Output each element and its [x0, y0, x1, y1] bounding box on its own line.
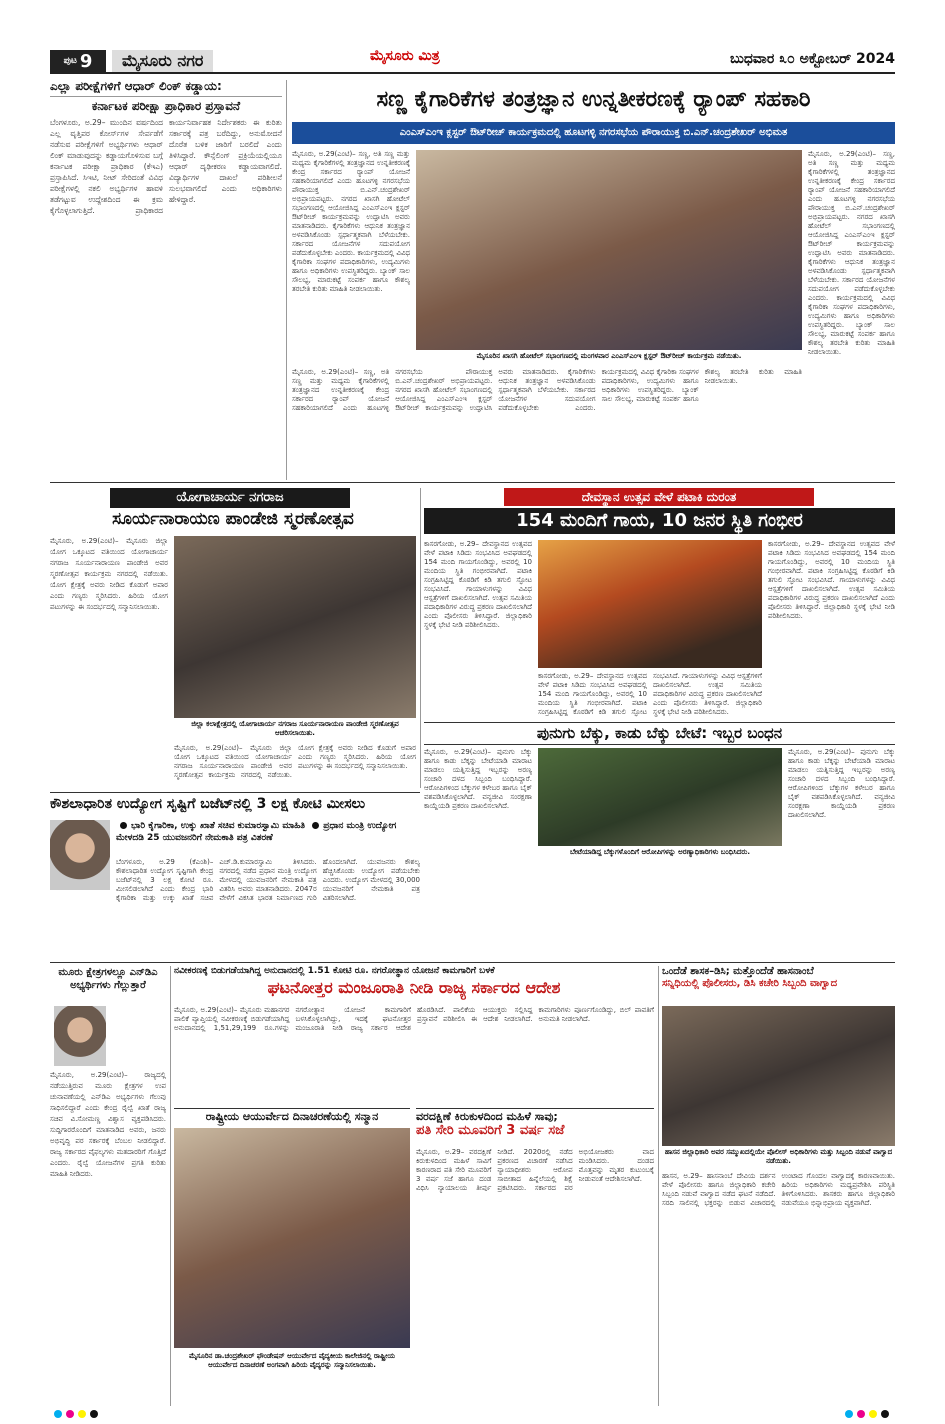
- yoga-body-bottom: ಮೈಸೂರು, ಅ.29(ಎಂಟಿ)– ಮೈಸೂರು ಜಿಲ್ಲಾ ಯೋಗ ಒಕ್ಕೂಟದ ವತಿಯಿಂದ ಯೋಗಾಚಾರ್ಯ ನಗರಾಜ ಸೂರ್ಯನಾರಾಯಣ ಪಾಂಡೇಜಿ ಅವರ ಸ್ಮರಣೋತ್ಸವ ಕಾರ್ಯಕ್ರಮ ನಗರದಲ್ಲಿ ನಡೆಯಿತು. ಯೋಗ ಕ್ಷೇತ್ರಕ್ಕೆ ಅವರು ನೀಡಿದ ಕೊಡುಗೆ ಅಪಾರ ಎಂದು ಗಣ್ಯರು ಸ್ಮರಿಸಿದರು. ಹಿರಿಯ ಯೋಗ ಪಟುಗಳನ್ನು ಈ ಸಂದರ್ಭದಲ್ಲಿ ಸನ್ಮಾನಿಸಲಾಯಿತು.: [174, 744, 416, 779]
- article-police: [662, 966, 895, 1406]
- fireworks-headline: 154 ಮಂದಿಗೆ ಗಾಯ, 10 ಜನರ ಸ್ಥಿತಿ ಗಂಭೀರ: [424, 508, 895, 534]
- police-photo: [662, 1006, 895, 1146]
- page-prefix: ಪುಟ: [63, 56, 77, 66]
- fireworks-body-left: ಕಾಸರಗೋಡು, ಅ.29– ದೇವಸ್ಥಾನದ ಉತ್ಸವದ ವೇಳೆ ಪಟಾಕಿ ಸಿಡಿದು ಸಂಭವಿಸಿದ ಅವಘಡದಲ್ಲಿ 154 ಮಂದಿ ಗಾಯಗೊಂಡಿದ್ದು, ಅವರಲ್ಲಿ 10 ಮಂದಿಯ ಸ್ಥಿತಿ ಗಂಭೀರವಾಗಿದೆ. ಪಟಾಕಿ ಸಂಗ್ರಹಿಸಿಟ್ಟಿದ್ದ ಕೊಠಡಿಗೆ ಕಿಡಿ ತಗುಲಿ ಸ್ಫೋಟ ಸಂಭವಿಸಿದೆ. ಗಾಯಾಳುಗಳನ್ನು ವಿವಿಧ ಆಸ್ಪತ್ರೆಗಳಿಗೆ ದಾಖಲಿಸಲಾಗಿದೆ. ಉತ್ಸವ ಸಮಿತಿಯ ಪದಾಧಿಕಾರಿಗಳ ವಿರುದ್ಧ ಪ್ರಕರಣ ದಾಖಲಿಸಲಾಗಿದೆ ಎಂದು ಪೊಲೀಸರು ತಿಳಿಸಿದ್ದಾರೆ. ಜಿಲ್ಲಾಧಿಕಾರಿ ಸ್ಥಳಕ್ಕೆ ಭೇಟಿ ನೀಡಿ ಪರಿಶೀಲಿಸಿದರು.: [424, 540, 532, 629]
- budget-subhead-2: ಪ್ರಧಾನ ಮಂತ್ರಿ ಉದ್ಯೋಗ ಮೇಳದಡಿ 25 ಯುವಜನರಿಗೆ ನೇಮಕಾತಿ ಪತ್ರ ವಿತರಣೆ: [116, 821, 397, 843]
- date-line: ಬುಧವಾರ ೩೦ ಅಕ್ಟೋಬರ್ 2024: [729, 51, 895, 67]
- registration-mark-cyan: [845, 1410, 853, 1418]
- registration-mark-yellow: [869, 1410, 877, 1418]
- police-headline: ಸನ್ನಿಧಿಯಲ್ಲಿ ಪೊಲೀಸರು, ಡಿಸಿ ಕಚೇರಿ ಸಿಬ್ಬಂದಿ ವಾಗ್ವಾದ: [662, 977, 838, 989]
- article-dowry: [416, 1108, 654, 1406]
- article-civet: [424, 722, 895, 860]
- article-ramp: [292, 80, 895, 480]
- registration-mark-black: [881, 1410, 889, 1418]
- article-renovation: [174, 966, 654, 1104]
- police-caption: ಹಾಸನ ಜಿಲ್ಲಾಧಿಕಾರಿ ಅವರ ಸಮ್ಮುಖದಲ್ಲಿಯೇ ಪೊಲೀಸ್ ಅಧಿಕಾರಿಗಳು ಮತ್ತು ಸಿಬ್ಬಂದಿ ನಡುವೆ ವಾಗ್ವಾದ ನಡೆಯಿತು.: [664, 1148, 893, 1165]
- nda-body: ಮೈಸೂರು, ಅ.29(ಎಂಟಿ)– ರಾಜ್ಯದಲ್ಲಿ ನಡೆಯುತ್ತಿರುವ ಮೂರು ಕ್ಷೇತ್ರಗಳ ಉಪ ಚುನಾವಣೆಯಲ್ಲಿ ಎನ್‌ಡಿಎ ಅಭ್ಯರ್ಥಿಗಳು ಗೆಲುವು ಸಾಧಿಸಲಿದ್ದಾರೆ ಎಂದು ಕೇಂದ್ರ ರೈಲ್ವೆ ಖಾತೆ ರಾಜ್ಯ ಸಚಿವ ವಿ.ಸೋಮಣ್ಣ ವಿಶ್ವಾಸ ವ್ಯಕ್ತಪಡಿಸಿದರು. ಸುದ್ದಿಗಾರರೊಂದಿಗೆ ಮಾತನಾಡಿದ ಅವರು, ಜನರು ಅಭಿವೃದ್ಧಿ ಪರ ಸರ್ಕಾರಕ್ಕೆ ಬೆಂಬಲ ನೀಡಲಿದ್ದಾರೆ. ರಾಜ್ಯ ಸರ್ಕಾರದ ವೈಫಲ್ಯಗಳು ಮತದಾರರಿಗೆ ಗೊತ್ತಿದೆ ಎಂದರು. ರೈಲ್ವೆ ಯೋಜನೆಗಳ ಪ್ರಗತಿ ಕುರಿತು ಮಾಹಿತಿ ನೀಡಿದರು.: [50, 1071, 166, 1178]
- police-kicker: ಒಂದೆಡೆ ಶಾಸಕ–ಡಿಸಿ; ಮತ್ತೊಂದೆಡೆ ಹಾಸನಾಂಬೆ: [662, 966, 814, 977]
- section-name: ಮೈಸೂರು ನಗರ: [112, 50, 213, 72]
- ramp-subhead: ಎಂಎಸ್‌ಎಂಇ ಕ್ಲಸ್ಟರ್ ಔಟ್‌ರೀಚ್ ಕಾರ್ಯಕ್ರಮದಲ್ಲಿ ಹೂಟಗಳ್ಳಿ ನಗರಸಭೆಯ ಪೌರಾಯುಕ್ತ ಬಿ.ಎನ್.ಚಂದ್ರಶೇಖರ್ ಅಭಿಮತ: [292, 122, 895, 144]
- article-yoga: [50, 488, 416, 788]
- ramp-body-left: ಮೈಸೂರು, ಅ.29(ಎಂಟಿ)– ಸಣ್ಣ, ಅತಿ ಸಣ್ಣ ಮತ್ತು ಮಧ್ಯಮ ಕೈಗಾರಿಕೆಗಳಲ್ಲಿ ತಂತ್ರಜ್ಞಾನದ ಉನ್ನತೀಕರಣಕ್ಕೆ ಕೇಂದ್ರ ಸರ್ಕಾರದ ರ್‍ಯಾಂಪ್ ಯೋಜನೆ ಸಹಕಾರಿಯಾಗಲಿದೆ ಎಂದು ಹೂಟಗಳ್ಳಿ ನಗರಸಭೆಯ ಪೌರಾಯುಕ್ತ ಬಿ.ಎನ್.ಚಂದ್ರಶೇಖರ್ ಅಭಿಪ್ರಾಯಪಟ್ಟರು. ನಗರದ ಖಾಸಗಿ ಹೋಟೆಲ್ ಸಭಾಂಗಣದಲ್ಲಿ ಆಯೋಜಿಸಿದ್ದ ಎಂಎಸ್‌ಎಂಇ ಕ್ಲಸ್ಟರ್ ಔಟ್‌ರೀಚ್ ಕಾರ್ಯಕ್ರಮವನ್ನು ಉದ್ಘಾಟಿಸಿ ಅವರು ಮಾತನಾಡಿದರು. ಕೈಗಾರಿಕೆಗಳು ಆಧುನಿಕ ತಂತ್ರಜ್ಞಾನ ಅಳವಡಿಸಿಕೊಂಡು ಸ್ಪರ್ಧಾತ್ಮಕವಾಗಿ ಬೆಳೆಯಬೇಕು. ಸರ್ಕಾರದ ಯೋಜನೆಗಳ ಸದುಪಯೋಗ ಪಡೆದುಕೊಳ್ಳಬೇಕು ಎಂದರು. ಕಾರ್ಯಕ್ರಮದಲ್ಲಿ ವಿವಿಧ ಕೈಗಾರಿಕಾ ಸಂಘಗಳ ಪದಾಧಿಕಾರಿಗಳು, ಉದ್ಯಮಿಗಳು ಹಾಗೂ ಅಧಿಕಾರಿಗಳು ಉಪಸ್ಥಿತರಿದ್ದರು. ಬ್ಯಾಂಕ್ ಸಾಲ ಸೌಲಭ್ಯ, ಮಾರುಕಟ್ಟೆ ಸಂಪರ್ಕ ಹಾಗೂ ಕೌಶಲ್ಯ ತರಬೇತಿ ಕುರಿತು ಮಾಹಿತಿ ನೀಡಲಾಯಿತು.: [292, 150, 410, 293]
- yoga-body: ಮೈಸೂರು, ಅ.29(ಎಂಟಿ)– ಮೈಸೂರು ಜಿಲ್ಲಾ ಯೋಗ ಒಕ್ಕೂಟದ ವತಿಯಿಂದ ಯೋಗಾಚಾರ್ಯ ನಗರಾಜ ಸೂರ್ಯನಾರಾಯಣ ಪಾಂಡೇಜಿ ಅವರ ಸ್ಮರಣೋತ್ಸವ ಕಾರ್ಯಕ್ರಮ ನಗರದಲ್ಲಿ ನಡೆಯಿತು. ಯೋಗ ಕ್ಷೇತ್ರಕ್ಕೆ ಅವರು ನೀಡಿದ ಕೊಡುಗೆ ಅಪಾರ ಎಂದು ಗಣ್ಯರು ಸ್ಮರಿಸಿದರು. ಹಿರಿಯ ಯೋಗ ಪಟುಗಳನ್ನು ಈ ಸಂದರ್ಭದಲ್ಲಿ ಸನ್ಮಾನಿಸಲಾಯಿತು.: [50, 537, 168, 611]
- budget-subhead-1: ಭಾರಿ ಕೈಗಾರಿಕಾ, ಉಕ್ಕು ಖಾತೆ ಸಚಿವ ಕುಮಾರಸ್ವಾಮಿ ಮಾಹಿತಿ: [131, 821, 306, 831]
- fireworks-photo: [538, 540, 762, 668]
- masthead: [50, 48, 895, 74]
- police-body: ಹಾಸನ, ಅ.29– ಹಾಸನಾಂಬೆ ದೇವಿಯ ದರ್ಶನ ವೇಳೆ ಪೊಲೀಸರು ಹಾಗೂ ಜಿಲ್ಲಾಧಿಕಾರಿ ಕಚೇರಿ ಸಿಬ್ಬಂದಿ ನಡುವೆ ವಾಗ್ವಾದ ನಡೆದ ಘಟನೆ ನಡೆದಿದೆ. ಸರದಿ ಸಾಲಿನಲ್ಲಿ ಭಕ್ತರನ್ನು ಬಿಡುವ ವಿಚಾರದಲ್ಲಿ ಉಂಟಾದ ಗೊಂದಲ ವಾಗ್ವಾದಕ್ಕೆ ಕಾರಣವಾಯಿತು. ಹಿರಿಯ ಅಧಿಕಾರಿಗಳು ಮಧ್ಯಪ್ರವೇಶಿಸಿ ಪರಿಸ್ಥಿತಿ ತಿಳಿಗೊಳಿಸಿದರು. ಶಾಸಕರು ಹಾಗೂ ಜಿಲ್ಲಾಧಿಕಾರಿ ನಡುವೆಯೂ ಭಿನ್ನಾಭಿಪ್ರಾಯ ವ್ಯಕ್ತವಾಗಿದೆ.: [662, 1172, 895, 1207]
- renovation-kicker: ನವೀಕರಣಕ್ಕೆ ಬಿಡುಗಡೆಯಾಗಿದ್ದ ಅನುದಾನದಲ್ಲಿ 1.51 ಕೋಟಿ ರೂ. ನಗರೋತ್ಥಾನ ಯೋಜನೆ ಕಾಮಗಾರಿಗೆ ಬಳಕೆ: [174, 966, 495, 976]
- fireworks-body-mid: ಕಾಸರಗೋಡು, ಅ.29– ದೇವಸ್ಥಾನದ ಉತ್ಸವದ ವೇಳೆ ಪಟಾಕಿ ಸಿಡಿದು ಸಂಭವಿಸಿದ ಅವಘಡದಲ್ಲಿ 154 ಮಂದಿ ಗಾಯಗೊಂಡಿದ್ದು, ಅವರಲ್ಲಿ 10 ಮಂದಿಯ ಸ್ಥಿತಿ ಗಂಭೀರವಾಗಿದೆ. ಪಟಾಕಿ ಸಂಗ್ರಹಿಸಿಟ್ಟಿದ್ದ ಕೊಠಡಿಗೆ ಕಿಡಿ ತಗುಲಿ ಸ್ಫೋಟ ಸಂಭವಿಸಿದೆ. ಗಾಯಾಳುಗಳನ್ನು ವಿವಿಧ ಆಸ್ಪತ್ರೆಗಳಿಗೆ ದಾಖಲಿಸಲಾಗಿದೆ. ಉತ್ಸವ ಸಮಿತಿಯ ಪದಾಧಿಕಾರಿಗಳ ವಿರುದ್ಧ ಪ್ರಕರಣ ದಾಖಲಿಸಲಾಗಿದೆ ಎಂದು ಪೊಲೀಸರು ತಿಳಿಸಿದ್ದಾರೆ. ಜಿಲ್ಲಾಧಿಕಾರಿ ಸ್ಥಳಕ್ಕೆ ಭೇಟಿ ನೀಡಿ ಪರಿಶೀಲಿಸಿದರು.: [538, 672, 762, 716]
- paper-name: ಮೈಸೂರು ಮಿತ್ರ: [370, 48, 440, 64]
- civet-headline: ಪುನುಗು ಬೆಕ್ಕು, ಕಾಡು ಬೆಕ್ಕು ಬೇಟೆ: ಇಬ್ಬರ ಬಂಧನ: [424, 722, 895, 745]
- budget-body: ಬೆಂಗಳೂರು, ಅ.29 (ಕೆಎಂಶಿ)– ಕೌಶಲಾಧಾರಿತ ಉದ್ಯೋಗ ಸೃಷ್ಟಿಗಾಗಿ ಕೇಂದ್ರ ಬಜೆಟ್‌ನಲ್ಲಿ 3 ಲಕ್ಷ ಕೋಟಿ ರೂ. ಮೀಸಲಿಡಲಾಗಿದೆ ಎಂದು ಕೇಂದ್ರ ಭಾರಿ ಕೈಗಾರಿಕಾ ಮತ್ತು ಉಕ್ಕು ಖಾತೆ ಸಚಿವ ಎಚ್.ಡಿ.ಕುಮಾರಸ್ವಾಮಿ ತಿಳಿಸಿದರು. ನಗರದಲ್ಲಿ ನಡೆದ ಪ್ರಧಾನ ಮಂತ್ರಿ ಉದ್ಯೋಗ ಮೇಳದಲ್ಲಿ ಯುವಜನರಿಗೆ ನೇಮಕಾತಿ ಪತ್ರ ವಿತರಿಸಿ ಅವರು ಮಾತನಾಡಿದರು. 2047ರ ವೇಳೆಗೆ ವಿಕಸಿತ ಭಾರತ ನಿರ್ಮಾಣದ ಗುರಿ ಹೊಂದಲಾಗಿದೆ. ಯುವಜನರು ಕೌಶಲ್ಯ ಹೆಚ್ಚಿಸಿಕೊಂಡು ಉದ್ಯೋಗ ಪಡೆಯಬೇಕು ಎಂದರು. ಉದ್ಯೋಗ ಮೇಳದಲ್ಲಿ 30,000 ಯುವಜನರಿಗೆ ನೇಮಕಾತಿ ಪತ್ರ ವಿತರಿಸಲಾಗಿದೆ.: [116, 858, 420, 902]
- ayurveda-headline: ರಾಷ್ಟ್ರೀಯ ಆಯುರ್ವೇದ ದಿನಾಚರಣೆಯಲ್ಲಿ ಸನ್ಮಾನ: [174, 1108, 410, 1124]
- civet-body-right: ಮೈಸೂರು, ಅ.29(ಎಂಟಿ)– ಪುನುಗು ಬೆಕ್ಕು ಹಾಗೂ ಕಾಡು ಬೆಕ್ಕನ್ನು ಬೇಟೆಯಾಡಿ ಮಾರಾಟ ಮಾಡಲು ಯತ್ನಿಸುತ್ತಿದ್ದ ಇಬ್ಬರನ್ನು ಅರಣ್ಯ ಸಂಚಾರಿ ದಳದ ಸಿಬ್ಬಂದಿ ಬಂಧಿಸಿದ್ದಾರೆ. ಆರೋಪಿಗಳಿಂದ ಬೆಕ್ಕುಗಳ ಕಳೇಬರ ಹಾಗೂ ಬೈಕ್ ವಶಪಡಿಸಿಕೊಳ್ಳಲಾಗಿದೆ. ವನ್ಯಜೀವಿ ಸಂರಕ್ಷಣಾ ಕಾಯ್ದೆಯಡಿ ಪ್ರಕರಣ ದಾಖಲಿಸಲಾಗಿದೆ.: [788, 748, 895, 819]
- renovation-body: ಮೈಸೂರು, ಅ.29(ಎಂಟಿ)– ಮೈಸೂರು ಮಹಾನಗರ ಪಾಲಿಕೆ ವ್ಯಾಪ್ತಿಯಲ್ಲಿ ನವೀಕರಣಕ್ಕೆ ಬಿಡುಗಡೆಯಾಗಿದ್ದ ಅನುದಾನದಲ್ಲಿ 1,51,29,199 ರೂ.ಗಳನ್ನು ನಗರೋತ್ಥಾನ ಯೋಜನೆ ಕಾಮಗಾರಿಗೆ ಬಳಸಿಕೊಳ್ಳಲಾಗಿದ್ದು, ಇದಕ್ಕೆ ಘಟನೋತ್ತರ ಮಂಜೂರಾತಿ ನೀಡಿ ರಾಜ್ಯ ಸರ್ಕಾರ ಆದೇಶ ಹೊರಡಿಸಿದೆ. ಪಾಲಿಕೆಯ ಆಯುಕ್ತರು ಸಲ್ಲಿಸಿದ್ದ ಪ್ರಸ್ತಾವನೆ ಪರಿಶೀಲಿಸಿ ಈ ಆದೇಶ ನೀಡಲಾಗಿದೆ. ಕಾಮಗಾರಿಗಳು ಪೂರ್ಣಗೊಂಡಿದ್ದು, ಬಿಲ್ ಪಾವತಿಗೆ ಅನುಮತಿ ನೀಡಲಾಗಿದೆ.: [174, 1006, 654, 1032]
- ayurveda-caption: ಮೈಸೂರಿನ ಡಾ.ಚಂದ್ರಶೇಖರ್ ಫೌಂಡೇಷನ್ ಆಯುರ್ವೇದ ವೈದ್ಯಕೀಯ ಕಾಲೇಜಿನಲ್ಲಿ ರಾಷ್ಟ್ರೀಯ ಆಯುರ್ವೇದ ದಿನಾಚರಣೆ ಅಂಗವಾಗಿ ಹಿರಿಯ ವೈದ್ಯರನ್ನು ಸನ್ಮಾನಿಸಲಾಯಿತು.: [189, 1352, 395, 1369]
- budget-subheads: [116, 820, 420, 844]
- yoga-headline: ಸೂರ್ಯನಾರಾಯಣ ಪಾಂಡೇಜಿ ಸ್ಮರಣೋತ್ಸವ: [112, 509, 354, 529]
- article-fireworks: [424, 488, 895, 718]
- article-budget: [50, 792, 420, 960]
- article-nda: [50, 966, 166, 1406]
- fireworks-body-right: ಕಾಸರಗೋಡು, ಅ.29– ದೇವಸ್ಥಾನದ ಉತ್ಸವದ ವೇಳೆ ಪಟಾಕಿ ಸಿಡಿದು ಸಂಭವಿಸಿದ ಅವಘಡದಲ್ಲಿ 154 ಮಂದಿ ಗಾಯಗೊಂಡಿದ್ದು, ಅವರಲ್ಲಿ 10 ಮಂದಿಯ ಸ್ಥಿತಿ ಗಂಭೀರವಾಗಿದೆ. ಪಟಾಕಿ ಸಂಗ್ರಹಿಸಿಟ್ಟಿದ್ದ ಕೊಠಡಿಗೆ ಕಿಡಿ ತಗುಲಿ ಸ್ಫೋಟ ಸಂಭವಿಸಿದೆ. ಗಾಯಾಳುಗಳನ್ನು ವಿವಿಧ ಆಸ್ಪತ್ರೆಗಳಿಗೆ ದಾಖಲಿಸಲಾಗಿದೆ. ಉತ್ಸವ ಸಮಿತಿಯ ಪದಾಧಿಕಾರಿಗಳ ವಿರುದ್ಧ ಪ್ರಕರಣ ದಾಖಲಿಸಲಾಗಿದೆ ಎಂದು ಪೊಲೀಸರು ತಿಳಿಸಿದ್ದಾರೆ. ಜಿಲ್ಲಾಧಿಕಾರಿ ಸ್ಥಳಕ್ಕೆ ಭೇಟಿ ನೀಡಿ ಪರಿಶೀಲಿಸಿದರು.: [768, 540, 895, 620]
- aadhar-body: ಬೆಂಗಳೂರು, ಅ.29– ಮುಂದಿನ ವರ್ಷದಿಂದ ಎಲ್ಲ ವೃತ್ತಿಪರ ಕೋರ್ಸ್‌ಗಳ ಸೇರ್ಪಡೆಗೆ ನಡೆಸುವ ಪರೀಕ್ಷೆಗಳಿಗೆ ಅಭ್ಯರ್ಥಿಗಳು ಆಧಾರ್ ಲಿಂಕ್ ಮಾಡುವುದನ್ನು ಕಡ್ಡಾಯಗೊಳಿಸುವ ಬಗ್ಗೆ ಕರ್ನಾಟಕ ಪರೀಕ್ಷಾ ಪ್ರಾಧಿಕಾರ (ಕೆಇಎ) ಪ್ರಸ್ತಾಪಿಸಿದೆ. ಸಿಇಟಿ, ನೀಟ್ ಸೇರಿದಂತೆ ವಿವಿಧ ಪರೀಕ್ಷೆಗಳಲ್ಲಿ ನಕಲಿ ಅಭ್ಯರ್ಥಿಗಳ ಹಾವಳಿ ತಡೆಗಟ್ಟುವ ಉದ್ದೇಶದಿಂದ ಈ ಕ್ರಮ ಕೈಗೊಳ್ಳಲಾಗುತ್ತಿದೆ. ಪ್ರಾಧಿಕಾರದ ಕಾರ್ಯನಿರ್ವಾಹಕ ನಿರ್ದೇಶಕರು ಈ ಕುರಿತು ಸರ್ಕಾರಕ್ಕೆ ಪತ್ರ ಬರೆದಿದ್ದು, ಅನುಮೋದನೆ ದೊರೆತ ಬಳಿಕ ಜಾರಿಗೆ ಬರಲಿದೆ ಎಂದು ತಿಳಿಸಿದ್ದಾರೆ. ಕೌನ್ಸೆಲಿಂಗ್ ಪ್ರಕ್ರಿಯೆಯಲ್ಲಿಯೂ ಆಧಾರ್ ದೃಢೀಕರಣ ಕಡ್ಡಾಯವಾಗಲಿದೆ. ವಿದ್ಯಾರ್ಥಿಗಳ ದಾಖಲೆ ಪರಿಶೀಲನೆ ಸುಲಭವಾಗಲಿದೆ ಎಂದು ಅಧಿಕಾರಿಗಳು ಹೇಳಿದ್ದಾರೆ.: [50, 117, 282, 215]
- renovation-headline: ಘಟನೋತ್ತರ ಮಂಜೂರಾತಿ ನೀಡಿ ರಾಜ್ಯ ಸರ್ಕಾರದ ಆದೇಶ: [267, 978, 561, 998]
- ramp-photo: [416, 150, 802, 350]
- article-aadhar: [50, 80, 282, 480]
- page-number: 9: [79, 50, 93, 72]
- registration-mark-cyan: [54, 1410, 62, 1418]
- yoga-kicker: ಯೋಗಾಚಾರ್ಯ ನಗರಾಜ: [110, 488, 350, 508]
- nda-headline: ಮೂರು ಕ್ಷೇತ್ರಗಳಲ್ಲೂ ಎನ್‌ಡಿಎ ಅಭ್ಯರ್ಥಿಗಳು ಗೆಲ್ಲುತ್ತಾರೆ: [58, 967, 158, 991]
- civet-caption: ಬೇಟೆಯಾಡಿದ್ದ ಬೆಕ್ಕುಗಳೊಂದಿಗೆ ಆರೋಪಿಗಳನ್ನು ಅರಣ್ಯಾಧಿಕಾರಿಗಳು ಬಂಧಿಸಿದರು.: [570, 848, 750, 856]
- ramp-headline: ಸಣ್ಣ ಕೈಗಾರಿಕೆಗಳ ತಂತ್ರಜ್ಞಾನ ಉನ್ನತೀಕರಣಕ್ಕೆ ರ್‍ಯಾಂಪ್ ಸಹಕಾರಿ: [376, 87, 811, 112]
- registration-mark-magenta: [857, 1410, 865, 1418]
- registration-mark-black: [90, 1410, 98, 1418]
- yoga-caption: ಜಿಲ್ಲಾ ಕಲಾಕ್ಷೇತ್ರದಲ್ಲಿ ಯೋಗಾಚಾರ್ಯ ನಗರಾಜ ಸೂರ್ಯನಾರಾಯಣ ಪಾಂಡೇಜಿ ಸ್ಮರಣೋತ್ಸವ ಆಚರಿಸಲಾಯಿತು.: [191, 720, 399, 737]
- aadhar-headline: ಕರ್ನಾಟಕ ಪರೀಕ್ಷಾ ಪ್ರಾಧಿಕಾರ ಪ್ರಸ್ತಾವನೆ: [91, 98, 241, 113]
- dowry-headline: ಪತಿ ಸೇರಿ ಮೂವರಿಗೆ 3 ವರ್ಷ ಸಜೆ: [416, 1122, 565, 1138]
- nda-photo: [54, 1006, 106, 1066]
- dowry-kicker: ವರದಕ್ಷಿಣೆ ಕಿರುಕುಳದಿಂದ ಮಹಿಳೆ ಸಾವು;: [416, 1108, 654, 1124]
- civet-photo: [538, 748, 782, 846]
- registration-mark-yellow: [78, 1410, 86, 1418]
- dowry-body: ಮೈಸೂರು, ಅ.29– ವರದಕ್ಷಿಣೆ ಕಿರುಕುಳದಿಂದ ಮಹಿಳೆ ಸಾವಿಗೆ ಕಾರಣರಾದ ಪತಿ ಸೇರಿ ಮೂವರಿಗೆ 3 ವರ್ಷ ಸಜೆ ಹಾಗೂ ದಂಡ ವಿಧಿಸಿ ನ್ಯಾಯಾಲಯ ತೀರ್ಪು ನೀಡಿದೆ. 2020ರಲ್ಲಿ ನಡೆದ ಪ್ರಕರಣದ ವಿಚಾರಣೆ ನಡೆಸಿದ ನ್ಯಾಯಾಧೀಶರು ಆರೋಪ ಸಾಬೀತಾದ ಹಿನ್ನೆಲೆಯಲ್ಲಿ ಶಿಕ್ಷೆ ಪ್ರಕಟಿಸಿದರು. ಸರ್ಕಾರದ ಪರ ಅಭಿಯೋಜಕರು ವಾದ ಮಂಡಿಸಿದರು. ದಂಡದ ಮೊತ್ತವನ್ನು ಮೃತರ ಕುಟುಂಬಕ್ಕೆ ನೀಡುವಂತೆ ಆದೇಶಿಸಲಾಗಿದೆ.: [416, 1148, 654, 1192]
- ramp-body-right: ಮೈಸೂರು, ಅ.29(ಎಂಟಿ)– ಸಣ್ಣ, ಅತಿ ಸಣ್ಣ ಮತ್ತು ಮಧ್ಯಮ ಕೈಗಾರಿಕೆಗಳಲ್ಲಿ ತಂತ್ರಜ್ಞಾನದ ಉನ್ನತೀಕರಣಕ್ಕೆ ಕೇಂದ್ರ ಸರ್ಕಾರದ ರ್‍ಯಾಂಪ್ ಯೋಜನೆ ಸಹಕಾರಿಯಾಗಲಿದೆ ಎಂದು ಹೂಟಗಳ್ಳಿ ನಗರಸಭೆಯ ಪೌರಾಯುಕ್ತ ಬಿ.ಎನ್.ಚಂದ್ರಶೇಖರ್ ಅಭಿಪ್ರಾಯಪಟ್ಟರು. ನಗರದ ಖಾಸಗಿ ಹೋಟೆಲ್ ಸಭಾಂಗಣದಲ್ಲಿ ಆಯೋಜಿಸಿದ್ದ ಎಂಎಸ್‌ಎಂಇ ಕ್ಲಸ್ಟರ್ ಔಟ್‌ರೀಚ್ ಕಾರ್ಯಕ್ರಮವನ್ನು ಉದ್ಘಾಟಿಸಿ ಅವರು ಮಾತನಾಡಿದರು. ಕೈಗಾರಿಕೆಗಳು ಆಧುನಿಕ ತಂತ್ರಜ್ಞಾನ ಅಳವಡಿಸಿಕೊಂಡು ಸ್ಪರ್ಧಾತ್ಮಕವಾಗಿ ಬೆಳೆಯಬೇಕು. ಸರ್ಕಾರದ ಯೋಜನೆಗಳ ಸದುಪಯೋಗ ಪಡೆದುಕೊಳ್ಳಬೇಕು ಎಂದರು. ಕಾರ್ಯಕ್ರಮದಲ್ಲಿ ವಿವಿಧ ಕೈಗಾರಿಕಾ ಸಂಘಗಳ ಪದಾಧಿಕಾರಿಗಳು, ಉದ್ಯಮಿಗಳು ಹಾಗೂ ಅಧಿಕಾರಿಗಳು ಉಪಸ್ಥಿತರಿದ್ದರು. ಬ್ಯಾಂಕ್ ಸಾಲ ಸೌಲಭ್ಯ, ಮಾರುಕಟ್ಟೆ ಸಂಪರ್ಕ ಹಾಗೂ ಕೌಶಲ್ಯ ತರಬೇತಿ ಕುರಿತು ಮಾಹಿತಿ ನೀಡಲಾಯಿತು.: [808, 150, 895, 356]
- aadhar-kicker: ಎಲ್ಲಾ ಪರೀಕ್ಷೆಗಳಿಗೆ ಆಧಾರ್ ಲಿಂಕ್ ಕಡ್ಡಾಯ:: [50, 80, 282, 97]
- article-ayurveda: [174, 1108, 410, 1406]
- bullet-icon: [120, 822, 127, 829]
- civet-body: ಮೈಸೂರು, ಅ.29(ಎಂಟಿ)– ಪುನುಗು ಬೆಕ್ಕು ಹಾಗೂ ಕಾಡು ಬೆಕ್ಕನ್ನು ಬೇಟೆಯಾಡಿ ಮಾರಾಟ ಮಾಡಲು ಯತ್ನಿಸುತ್ತಿದ್ದ ಇಬ್ಬರನ್ನು ಅರಣ್ಯ ಸಂಚಾರಿ ದಳದ ಸಿಬ್ಬಂದಿ ಬಂಧಿಸಿದ್ದಾರೆ. ಆರೋಪಿಗಳಿಂದ ಬೆಕ್ಕುಗಳ ಕಳೇಬರ ಹಾಗೂ ಬೈಕ್ ವಶಪಡಿಸಿಕೊಳ್ಳಲಾಗಿದೆ. ವನ್ಯಜೀವಿ ಸಂರಕ್ಷಣಾ ಕಾಯ್ದೆಯಡಿ ಪ್ರಕರಣ ದಾಖಲಿಸಲಾಗಿದೆ.: [424, 748, 532, 810]
- ramp-body-bottom: ಮೈಸೂರು, ಅ.29(ಎಂಟಿ)– ಸಣ್ಣ, ಅತಿ ಸಣ್ಣ ಮತ್ತು ಮಧ್ಯಮ ಕೈಗಾರಿಕೆಗಳಲ್ಲಿ ತಂತ್ರಜ್ಞಾನದ ಉನ್ನತೀಕರಣಕ್ಕೆ ಕೇಂದ್ರ ಸರ್ಕಾರದ ರ್‍ಯಾಂಪ್ ಯೋಜನೆ ಸಹಕಾರಿಯಾಗಲಿದೆ ಎಂದು ಹೂಟಗಳ್ಳಿ ನಗರಸಭೆಯ ಪೌರಾಯುಕ್ತ ಬಿ.ಎನ್.ಚಂದ್ರಶೇಖರ್ ಅಭಿಪ್ರಾಯಪಟ್ಟರು. ನಗರದ ಖಾಸಗಿ ಹೋಟೆಲ್ ಸಭಾಂಗಣದಲ್ಲಿ ಆಯೋಜಿಸಿದ್ದ ಎಂಎಸ್‌ಎಂಇ ಕ್ಲಸ್ಟರ್ ಔಟ್‌ರೀಚ್ ಕಾರ್ಯಕ್ರಮವನ್ನು ಉದ್ಘಾಟಿಸಿ ಅವರು ಮಾತನಾಡಿದರು. ಕೈಗಾರಿಕೆಗಳು ಆಧುನಿಕ ತಂತ್ರಜ್ಞಾನ ಅಳವಡಿಸಿಕೊಂಡು ಸ್ಪರ್ಧಾತ್ಮಕವಾಗಿ ಬೆಳೆಯಬೇಕು. ಸರ್ಕಾರದ ಯೋಜನೆಗಳ ಸದುಪಯೋಗ ಪಡೆದುಕೊಳ್ಳಬೇಕು ಎಂದರು. ಕಾರ್ಯಕ್ರಮದಲ್ಲಿ ವಿವಿಧ ಕೈಗಾರಿಕಾ ಸಂಘಗಳ ಪದಾಧಿಕಾರಿಗಳು, ಉದ್ಯಮಿಗಳು ಹಾಗೂ ಅಧಿಕಾರಿಗಳು ಉಪಸ್ಥಿತರಿದ್ದರು. ಬ್ಯಾಂಕ್ ಸಾಲ ಸೌಲಭ್ಯ, ಮಾರುಕಟ್ಟೆ ಸಂಪರ್ಕ ಹಾಗೂ ಕೌಶಲ್ಯ ತರಬೇತಿ ಕುರಿತು ಮಾಹಿತಿ ನೀಡಲಾಯಿತು.: [292, 368, 802, 412]
- ayurveda-photo: [174, 1128, 410, 1348]
- registration-mark-magenta: [66, 1410, 74, 1418]
- bullet-icon: [312, 822, 319, 829]
- page-number-badge: [50, 50, 106, 72]
- yoga-photo: [174, 536, 416, 718]
- fireworks-kicker: ದೇವಸ್ಥಾನ ಉತ್ಸವ ವೇಳೆ ಪಟಾಕಿ ದುರಂತ: [504, 488, 814, 506]
- ramp-caption: ಮೈಸೂರಿನ ಖಾಸಗಿ ಹೋಟೆಲ್ ಸಭಾಂಗಣದಲ್ಲಿ ಮಂಗಳವಾರ ಎಂಎಸ್‌ಎಂಇ ಕ್ಲಸ್ಟರ್ ಔಟ್‌ರೀಚ್ ಕಾರ್ಯಕ್ರಮ ನಡೆಯಿತು.: [476, 352, 742, 360]
- budget-photo: [50, 820, 110, 890]
- budget-headline: ಕೌಶಲಾಧಾರಿತ ಉದ್ಯೋಗ ಸೃಷ್ಟಿಗೆ ಬಜೆಟ್‌ನಲ್ಲಿ 3 ಲಕ್ಷ ಕೋಟಿ ಮೀಸಲು: [50, 792, 420, 812]
